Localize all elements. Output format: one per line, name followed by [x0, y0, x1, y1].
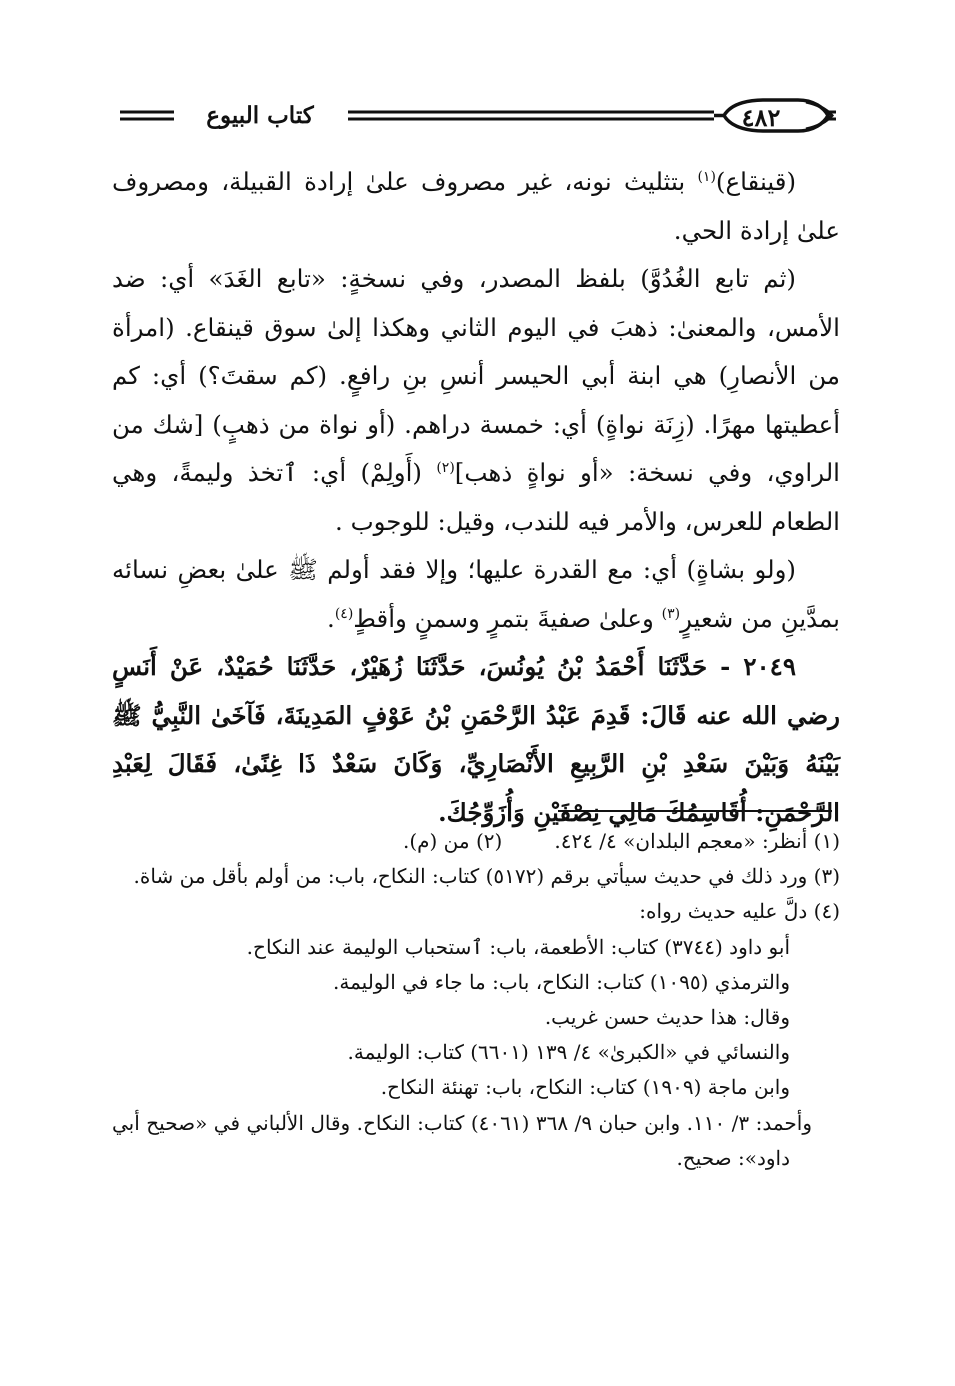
- paragraph-1-text: بتثليث نونه، غير مصروف علىٰ إرادة القبيلة، ومصروف علىٰ إرادة الحي.: [112, 167, 840, 245]
- footnote-4-line-3: وقال: هذا حديث حسن غريب.: [544, 1005, 790, 1030]
- footnote-ref-1: (١): [697, 168, 716, 185]
- footnote-4: (٤) دلَّ عليه حديث رواه:: [639, 899, 840, 924]
- footnote-4-line-4: والنسائي في «الكبرىٰ» ٤/ ١٣٩ (٦٦٠١) كتاب: الوليمة.: [347, 1040, 790, 1065]
- paragraph-2-text-b: (أَولِمْ) أي: ٱتخذ وليمةً، وهي الطعام للعرس، والأمر فيه للندب، وقيل: للوجوب .: [112, 458, 840, 536]
- footnote-ref-3: (٣): [661, 605, 681, 622]
- paragraph-3-text-c: .: [327, 603, 335, 633]
- paragraph-1-term: (قينقاع): [715, 167, 796, 196]
- paragraph-3-text-a: (ولو بشاةٍ) أي: مع القدرة عليها؛ وإلا فقد أولم ﷺ علىٰ بعضِ نسائه بمدَّينِ من شعيرٍ: [112, 555, 840, 633]
- footnote-1: (١) أنظر: «معجم البلدان» ٤/ ٤٢٤.: [554, 829, 840, 853]
- footnote-4-line-6: وأحمد: ٣/ ١١٠. وابن حبان ٩/ ٣٦٨ (٤٠٦١) كتاب: النكاح. وقال الألباني في «صحيح أبي داود»: صحيح.: [112, 1110, 812, 1170]
- footnote-ref-4: (٤): [334, 605, 354, 622]
- main-text: [112, 158, 840, 837]
- footnote-2: (٢) من (م).: [402, 829, 503, 853]
- footnotes: [112, 824, 840, 1176]
- footnote-4-line-2: والترمذي (١٠٩٥) كتاب: النكاح، باب: ما جاء في الوليمة.: [333, 969, 790, 994]
- paragraph-2: [112, 255, 840, 546]
- footnote-ref-2: (٢): [436, 459, 455, 476]
- paragraph-3-text-b: وعلىٰ صفيةَ بتمرٍ وسمنٍ وأقطٍ: [353, 603, 662, 633]
- paragraph-2-text-a: (ثم تابع الغُدُوَّ) بلفظ المصدر، وفي نسخةٍ: «تابع الغَدَ» أي: ضد الأمس، والمعنىٰ: ذهبَ في اليوم الثاني وهكذا إلىٰ سوق قينقاع. (امرأة من الأنصارِ) هي ابنة أبي الحيسر أنسِ بنِ رافعٍ. (كم سقتَ؟) أي: كم أعطيتها مهرًا. (زِنَة نواةٍ) أي: خمسة دراهم. (أو نواة من ذهبٍ) [شك من الراوي، وفي نسخة: «أو نواةٍ ذهب]: [112, 264, 840, 487]
- paragraph-3: [112, 546, 840, 643]
- footnote-3: (٣) ورد ذلك في حديث سيأتي برقم (٥١٧٢) كتاب: النكاح، باب: من أولم بأقل من شاة.: [133, 864, 840, 889]
- footnote-4-line-1: أبو داود (٣٧٤٤) كتاب: الأطعمة، باب: ٱستحباب الوليمة عند النكاح.: [246, 934, 790, 959]
- paragraph-1: [112, 158, 840, 255]
- hadith-text: ٢٠٤٩ - حَدَّثَنَا أَحْمَدُ بْنُ يُونُسَ، حَدَّثَنَا زُهَيْرٌ، حَدَّثَنَا حُمَيْدٌ، عَنْ أَنَسٍ رضي الله عنه قَالَ: قَدِمَ عَبْدُ الرَّحْمَنِ بْنُ عَوْفٍ المَدِينَةَ، فَآخَىٰ النَّبِيُّ ﷺ بَيْنَهُ وَبَيْنَ سَعْدِ بْنِ الرَّبِيعِ الأَنْصَارِيِّ، وَكَانَ سَعْدٌ ذَا غِنًىٰ، فَقَالَ لِعَبْدِ الرَّحْمَنِ: أُقَاسِمُكَ مَالِي نِصْفَيْنِ وَأُزَوِّجُكَ.: [112, 652, 840, 827]
- page-number: ٤٨٢: [741, 103, 781, 132]
- running-title: كتاب البيوع: [206, 102, 314, 129]
- footnote-line-1-2: [112, 824, 840, 859]
- footnote-4-line-5: وابن ماجة (١٩٠٩) كتاب: النكاح، باب: تهنئة النكاح.: [380, 1075, 790, 1100]
- footnote-separator: [558, 810, 832, 812]
